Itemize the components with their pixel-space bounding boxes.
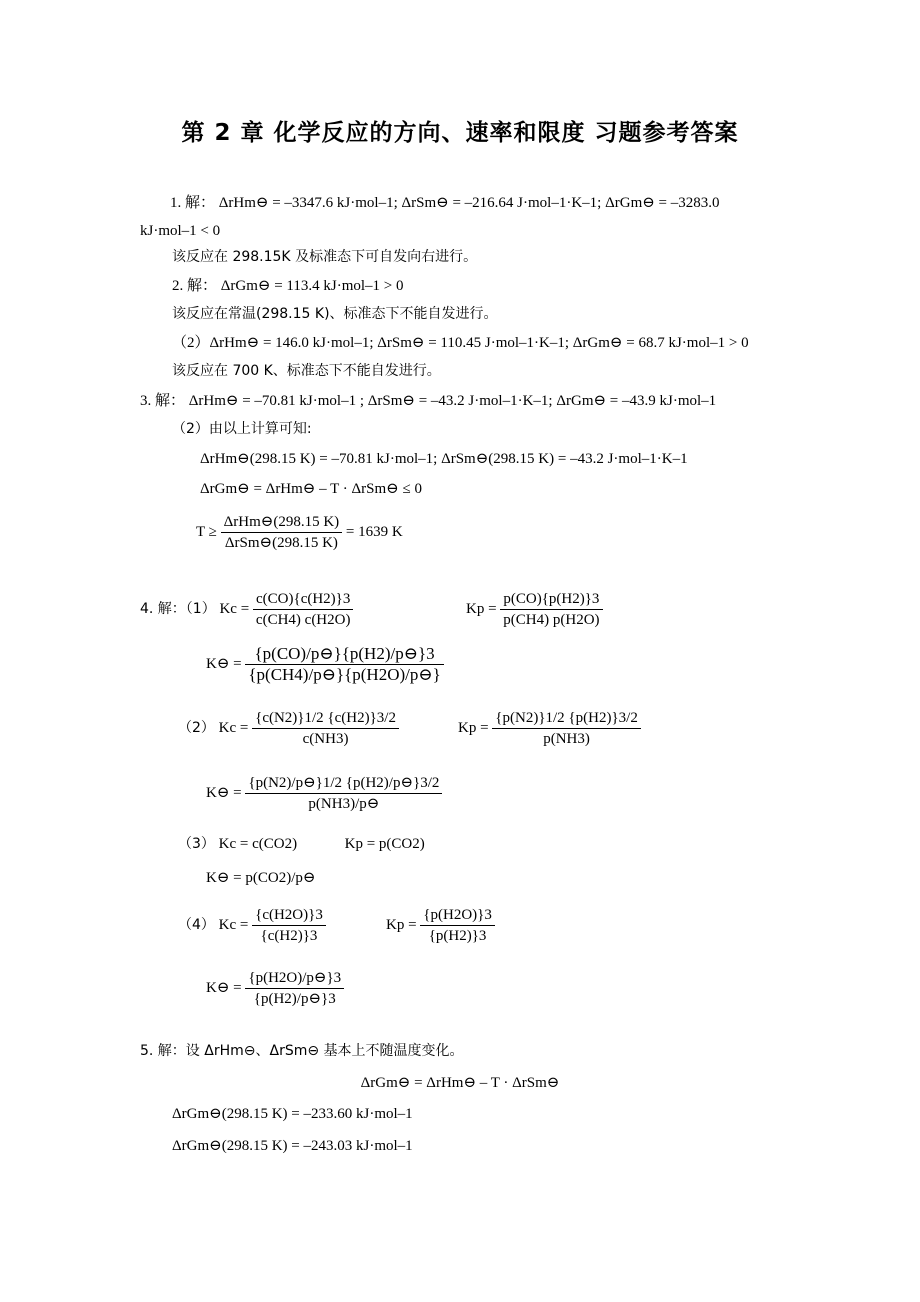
p4-k2-num: {p(N2)/p⊖}1/2 {p(H2)/p⊖}3/2 [245, 773, 442, 794]
p4-kc2-lhs: Kc = [218, 720, 249, 736]
p4-k1-num: {p(CO)/p⊖}{p(H2)/p⊖}3 [245, 644, 443, 665]
p1-line3: 该反应在 298.15K 及标准态下可自发向右进行。 [172, 249, 478, 265]
p2-line4: 该反应在 700 K、标准态下不能自发进行。 [172, 363, 441, 379]
p4-kp2-lhs: Kp = [458, 720, 489, 736]
p4-kc4-num: {c(H2O)}3 [252, 905, 326, 926]
p3-fraction-den: ΔrSm⊖(298.15 K) [224, 535, 338, 552]
p3-line5-lhs: T ≥ [196, 524, 217, 540]
p4-k2-lhs: K⊖ = [206, 785, 242, 801]
p4-kp1-den: p(CH4) p(H2O) [503, 612, 600, 629]
p4-row3 [178, 834, 425, 854]
p3-line1: 3. 解： ΔrHm⊖ = –70.81 kJ·mol–1 ; ΔrSm⊖ = –43.2 J·mol–1·K–1; ΔrGm⊖ = –43.9 kJ·mol–1 [140, 393, 717, 409]
p4-kp2-den: p(NH3) [543, 731, 590, 748]
p4-kp3: Kp = p(CO2) [344, 836, 425, 852]
p2-line1: 2. 解： ΔrGm⊖ = 113.4 kJ·mol–1 > 0 [172, 278, 404, 294]
p4-kp2 [458, 707, 641, 749]
p2-line3: （2）ΔrHm⊖ = 146.0 kJ·mol–1; ΔrSm⊖ = 110.45 J·mol–1·K–1; ΔrGm⊖ = 68.7 kJ·mol–1 > 0 [172, 335, 749, 351]
p1-line2: kJ·mol–1 < 0 [140, 223, 221, 239]
p4-kp4 [386, 904, 495, 946]
p4-k2 [206, 772, 442, 814]
p4-k1-den: {p(CH4)/p⊖}{p(H2O)/p⊖} [248, 665, 441, 685]
p4-kc3: Kc = c(CO2) [218, 836, 298, 852]
p1-line1: 1. 解： ΔrHm⊖ = –3347.6 kJ·mol–1; ΔrSm⊖ = –216.64 J·mol–1·K–1; ΔrGm⊖ = –3283.0 [170, 195, 720, 211]
p4-k4-fraction [245, 968, 344, 1009]
p5-line3: ΔrGm⊖(298.15 K) = –233.60 kJ·mol–1 [172, 1106, 413, 1122]
p3-fraction-num: ΔrHm⊖(298.15 K) [221, 512, 343, 533]
p4-kp1-fraction [500, 589, 602, 630]
p4-lead2: （2） [178, 720, 215, 736]
p3-line2: （2）由以上计算可知: [172, 421, 312, 437]
p3-line4: ΔrGm⊖ = ΔrHm⊖ – T · ΔrSm⊖ ≤ 0 [200, 481, 422, 497]
p4-kc1-num: c(CO){c(H2)}3 [253, 589, 354, 610]
p4-k4-den: {p(H2)/p⊖}3 [253, 991, 336, 1008]
p4-kc2-num: {c(N2)}1/2 {c(H2)}3/2 [252, 708, 399, 729]
p4-kc4-fraction [252, 905, 326, 946]
p4-kc2-fraction [252, 708, 399, 749]
p4-kp4-den: {p(H2)}3 [428, 928, 487, 945]
p4-row4 [178, 904, 326, 946]
p4-k2-fraction [245, 773, 442, 814]
p3-line5 [196, 511, 403, 553]
p4-kc1-den: c(CH4) c(H2O) [255, 612, 351, 629]
p4-k2-den: p(NH3)/p⊖ [308, 796, 380, 813]
p3-line3: ΔrHm⊖(298.15 K) = –70.81 kJ·mol–1; ΔrSm⊖(298.15 K) = –43.2 J·mol–1·K–1 [200, 451, 688, 467]
p4-k3: K⊖ = p(CO2)/p⊖ [206, 870, 316, 886]
p4-k1-lhs: K⊖ = [206, 656, 242, 672]
p3-fraction [221, 512, 343, 553]
p4-row1 [140, 588, 353, 630]
p4-kp1 [466, 588, 603, 630]
p4-kp2-fraction [492, 708, 641, 749]
p4-kp4-lhs: Kp = [386, 917, 417, 933]
page-title: 第 2 章 化学反应的方向、速率和限度 习题参考答案 [181, 120, 739, 146]
p2-line2: 该反应在常温(298.15 K)、标准态下不能自发进行。 [172, 306, 498, 322]
p4-kc1-fraction [253, 589, 354, 630]
p4-lead4: （4） [178, 917, 215, 933]
p4-kc2-den: c(NH3) [302, 731, 349, 748]
p4-k4-num: {p(H2O)/p⊖}3 [245, 968, 344, 989]
p4-kp4-num: {p(H2O)}3 [420, 905, 495, 926]
p4-kp4-fraction [420, 905, 495, 946]
p4-k4 [206, 967, 344, 1009]
p4-kc1-lhs: Kc = [219, 601, 250, 617]
p4-row2 [178, 707, 399, 749]
p4-kp1-num: p(CO){p(H2)}3 [500, 589, 602, 610]
p4-kp2-num: {p(N2)}1/2 {p(H2)}3/2 [492, 708, 641, 729]
p4-lead: 4. 解：（1） [140, 601, 216, 617]
p4-lead3: （3） [178, 836, 215, 852]
p5-line4: ΔrGm⊖(298.15 K) = –243.03 kJ·mol–1 [172, 1138, 413, 1154]
p5-line1: 5. 解：设 ΔrHm⊖、ΔrSm⊖ 基本上不随温度变化。 [140, 1043, 464, 1059]
p4-kp1-lhs: Kp = [466, 601, 497, 617]
p4-k1-fraction [245, 644, 443, 685]
p3-line5-rhs: = 1639 K [345, 524, 403, 540]
p4-kc4-lhs: Kc = [218, 917, 249, 933]
p4-kc4-den: {c(H2)}3 [260, 928, 318, 945]
p4-k1 [206, 643, 444, 685]
p5-line2: ΔrGm⊖ = ΔrHm⊖ – T · ΔrSm⊖ [360, 1075, 560, 1091]
p4-k4-lhs: K⊖ = [206, 980, 242, 996]
